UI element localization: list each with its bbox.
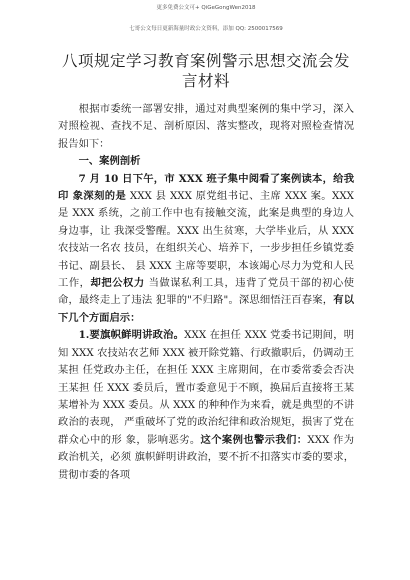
item-paragraph bbox=[58, 327, 354, 484]
case-paragraph bbox=[58, 171, 354, 328]
intro-paragraph: 根据市委统一部署安排，通过对典型案例的集中学习，深入对照检视、查找不足、剖析原因、落实整改，现将对照检查情况报告如下： bbox=[58, 103, 354, 150]
section-heading: 一、案例剖析 bbox=[78, 155, 141, 168]
document-title: 八项规定学习教育案例警示思想交流会发言材料 bbox=[61, 52, 350, 90]
case-emphasis: 却把公权力 bbox=[90, 277, 145, 290]
item-warning: 这个案例也警示我们： bbox=[200, 433, 308, 446]
item-body: XXX 在担任 XXX 党委书记期间，明知 XXX 农技站农艺师 XXX 被开除党籍、行政撤职后，仍调动王某担 任党政办主任，在担任 XXX 主席期间，在市委常委会否决王某担 任 XXX 委员后，置市委意见于不顾，换届后直接将王某某增补为 XXX 委员。从 XXX 的种种作为来看，就是典型的不讲政治的表现， 严重破坏了党的政治纪律和政治规矩，损害了党在群众心中的形 象，影响恶劣。 bbox=[58, 329, 354, 446]
item-label: 1.要旗帜鲜明讲政治。 bbox=[78, 329, 185, 342]
item-body-end: XXX 作为政治机关，必须 旗帜鲜明讲政治，要不折不扣落实市委的要求，贯彻市委的各项 bbox=[58, 433, 355, 481]
header-note: 更多免费公文可+ QiGeGongWen2018 bbox=[156, 5, 256, 11]
case-lead: 7 月 10 日下午，市 XXX 班子集中阅看了案例读本，给我印 象深刻的是 bbox=[58, 172, 354, 203]
header-subnote: 七哥公文每日更新海量时政公文资料，添加 QQ: 2500017569 bbox=[129, 26, 283, 32]
case-conclusion: 有以下几个方面启示： bbox=[58, 294, 355, 324]
case-body: XXX 县 XXX 原党组书记、主席 XXX 案。XXX 是 XXX 系统，之前工作中也有接触交流，此案是典型的身边人身边事，让 我深受警醒。XXX 出生贫寒，大学毕业后，从 XXX 农技站一名农 技员，在组织关心、培养下，一步步担任乡镇党委书记、副县长、 县 XXX 主席等要职，本该竭心尽力为党和人民工作， bbox=[58, 190, 354, 290]
case-tail: 当做谋私利工具，违背了党员干部的初心使命，最终走上了违法 犯罪的"不归路"。深思细悟汪百春案， bbox=[58, 277, 355, 307]
document-body bbox=[58, 101, 354, 484]
